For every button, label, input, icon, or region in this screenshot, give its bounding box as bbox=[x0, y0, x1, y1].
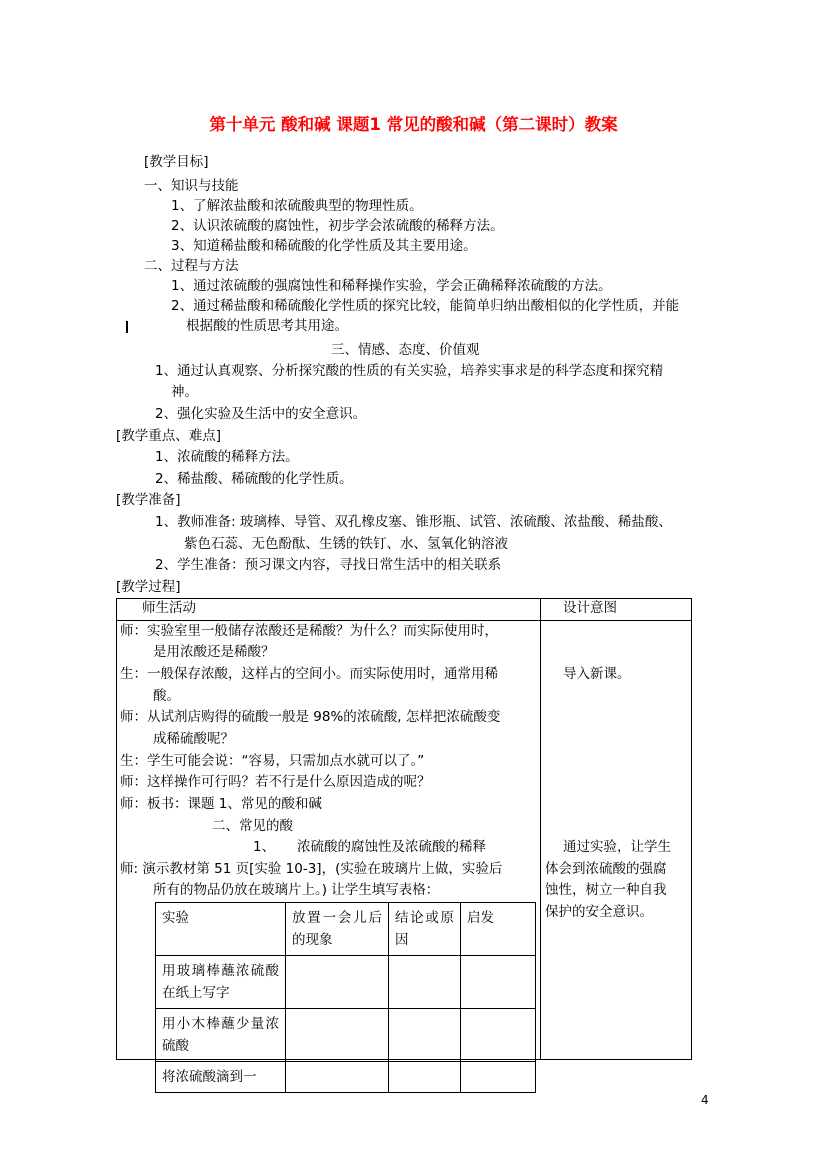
table-cell bbox=[461, 1062, 536, 1093]
table-cell bbox=[389, 1062, 461, 1093]
emotion-heading: 三、情感、态度、价值观 bbox=[331, 342, 480, 358]
activity-line: 师：板书：课题 1、常见的酸和碱 bbox=[120, 796, 322, 812]
preparation-student: 2、学生准备：预习课文内容，寻找日常生活中的相关联系 bbox=[155, 557, 502, 573]
activity-line: 所有的物品仍放在玻璃片上。) 让学生填写表格： bbox=[153, 882, 440, 898]
intent-line: 保护的安全意识。 bbox=[545, 904, 653, 920]
col-intent-header: 设计意图 bbox=[563, 600, 617, 616]
process-item-2: 2、通过稀盐酸和稀硫酸化学性质的探究比较，能简单归纳出酸相似的化学性质，并能 bbox=[171, 298, 680, 314]
activity-line: 成稀硫酸呢？ bbox=[153, 731, 234, 747]
margin-marker bbox=[126, 321, 128, 333]
knowledge-item-1: 1、了解浓盐酸和浓硫酸典型的物理性质。 bbox=[171, 198, 423, 214]
preparation-teacher: 1、教师准备: 玻璃棒、导管、双孔橡皮塞、锥形瓶、试管、浓硫酸、浓盐酸、稀盐酸、 bbox=[155, 514, 672, 530]
table-cell bbox=[286, 956, 389, 1009]
table-row bbox=[156, 1062, 536, 1093]
emotion-item-1: 1、通过认真观察、分析探究酸的性质的有关实验，培养实事求是的科学态度和探究精 bbox=[155, 363, 664, 379]
table-cell bbox=[286, 1062, 389, 1093]
knowledge-heading: 一、知识与技能 bbox=[144, 178, 239, 194]
activity-line: 二、常见的酸 bbox=[212, 818, 293, 834]
preparation-teacher-cont: 紫色石蕊、无色酚酞、生锈的铁钉、水、氢氧化钠溶液 bbox=[184, 536, 508, 552]
table-cell: 用玻璃棒蘸浓硫酸在纸上写字 bbox=[156, 956, 286, 1009]
activity-line: 生：一般保存浓酸，这样占的空间小。而实际使用时，通常用稀 bbox=[120, 666, 498, 682]
table-row bbox=[156, 956, 536, 1009]
activity-line: 浓硫酸的腐蚀性及浓硫酸的稀释 bbox=[297, 839, 486, 855]
emotion-item-1-cont: 神。 bbox=[171, 384, 198, 400]
table-cell bbox=[389, 1009, 461, 1062]
table-cell bbox=[389, 956, 461, 1009]
process-section-header: [教学过程] bbox=[116, 579, 181, 595]
header-divider bbox=[116, 620, 692, 621]
experiment-table bbox=[155, 902, 536, 1093]
activity-line: 师：实验室里一般储存浓酸还是稀酸？为什么？而实际使用时， bbox=[120, 623, 498, 639]
intent-line: 通过实验，让学生 bbox=[563, 839, 671, 855]
intent-intro: 导入新课。 bbox=[563, 666, 631, 682]
table-header-row bbox=[156, 903, 536, 956]
activity-line: 1、 bbox=[253, 839, 276, 855]
activity-line: 酸。 bbox=[153, 688, 180, 704]
table-header-cell: 放置一会儿后的现象 bbox=[286, 903, 389, 956]
preparation-header: [教学准备] bbox=[116, 492, 181, 508]
activity-line: 师：从试剂店购得的硫酸一般是 98%的浓硫酸, 怎样把浓硫酸变 bbox=[120, 709, 501, 725]
activity-line: 师：这样操作可行吗？若不行是什么原因造成的呢？ bbox=[120, 774, 431, 790]
column-divider bbox=[540, 598, 541, 1060]
keypoints-header: [教学重点、难点] bbox=[116, 428, 222, 444]
activity-line: 是用浓酸还是稀酸？ bbox=[153, 644, 275, 660]
keypoint-1: 1、浓硫酸的稀释方法。 bbox=[155, 449, 299, 465]
intent-line: 体会到浓硫酸的强腐 bbox=[545, 861, 667, 877]
table-header-cell: 结论或原因 bbox=[389, 903, 461, 956]
table-header-cell: 实验 bbox=[156, 903, 286, 956]
table-row bbox=[156, 1009, 536, 1062]
activity-line: 师: 演示教材第 51 页[实验 10-3]，(实验在玻璃片上做，实验后 bbox=[120, 861, 503, 877]
knowledge-item-3: 3、知道稀盐酸和稀硫酸的化学性质及其主要用途。 bbox=[171, 238, 477, 254]
activity-line: 生：学生可能会说：“容易，只需加点水就可以了。” bbox=[120, 753, 425, 769]
keypoint-2: 2、稀盐酸、稀硫酸的化学性质。 bbox=[155, 471, 353, 487]
table-cell bbox=[461, 1009, 536, 1062]
table-header-cell: 启发 bbox=[461, 903, 536, 956]
process-item-2-cont: 根据酸的性质思考其用途。 bbox=[186, 318, 348, 334]
knowledge-item-2: 2、认识浓硫酸的腐蚀性，初步学会浓硫酸的稀释方法。 bbox=[171, 218, 504, 234]
page-title: 第十单元 酸和碱 课题1 常见的酸和碱（第二课时）教案 bbox=[209, 115, 618, 134]
objectives-header: [教学目标] bbox=[144, 154, 209, 170]
process-item-1: 1、通过浓硫酸的强腐蚀性和稀释操作实验，学会正确稀释浓硫酸的方法。 bbox=[171, 278, 612, 294]
process-heading: 二、过程与方法 bbox=[144, 258, 239, 274]
table-cell: 用小木棒蘸少量浓硫酸 bbox=[156, 1009, 286, 1062]
emotion-item-2: 2、强化实验及生活中的安全意识。 bbox=[155, 406, 367, 422]
intent-line: 蚀性，树立一种自我 bbox=[545, 882, 667, 898]
page-number: 4 bbox=[701, 1093, 709, 1107]
table-cell: 将浓硫酸滴到一 bbox=[156, 1062, 286, 1093]
table-cell bbox=[461, 956, 536, 1009]
table-cell bbox=[286, 1009, 389, 1062]
col-activity-header: 师生活动 bbox=[142, 600, 196, 616]
